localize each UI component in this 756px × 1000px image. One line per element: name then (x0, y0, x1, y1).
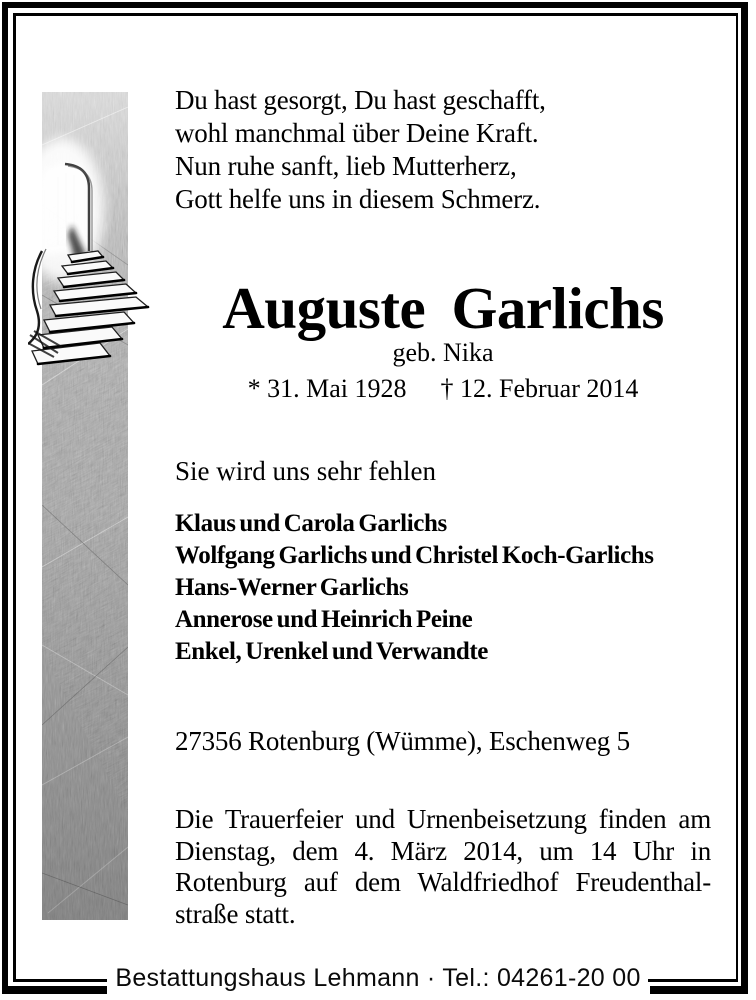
farewell-line: Sie wird uns sehr fehlen (175, 456, 436, 486)
mourners-list (175, 508, 711, 668)
poem-line: Du hast gesorgt, Du hast geschafft, (175, 85, 546, 115)
frame-bottom-thick-right (650, 986, 748, 994)
frame-bottom-thick-left (2, 986, 107, 994)
frame-outer-right (741, 2, 748, 994)
mourner-line: Enkel, Urenkel und Verwandte (175, 638, 488, 665)
funeral-line: straße statt. (175, 898, 296, 929)
mourner-line: Annerose und Heinrich Peine (175, 606, 473, 633)
life-dates (175, 374, 711, 404)
birth-name: geb. Nika (392, 338, 494, 367)
poem-line: Nun ruhe sanft, lieb Mutterherz, (175, 151, 517, 181)
funeral-line: Die Trauerfeier und Urnenbeisetzung finden am (175, 804, 711, 834)
stairway-artwork (28, 85, 158, 927)
address-line: 27356 Rotenburg (Wümme), Eschenweg 5 (175, 726, 630, 756)
mourner-line: Wolfgang Garlichs und Christel Koch-Garlichs (175, 542, 654, 569)
frame-inner-left (13, 13, 16, 981)
funeral-details (175, 804, 711, 930)
frame-bottom-thin-left (13, 979, 107, 982)
poem-line: Gott helfe uns in diesem Schmerz. (175, 184, 541, 214)
frame-inner-right (736, 13, 739, 981)
death-date: † 12. Februar 2014 (440, 374, 639, 403)
funeral-home-footer: Bestattungshaus Lehmann · Tel.: 04261-20 00 (115, 964, 641, 992)
deceased-name: Auguste Garlichs (222, 275, 664, 341)
funeral-line: Dienstag, dem 4. März 2014, um 14 Uhr in (175, 835, 711, 866)
frame-outer-left (2, 2, 8, 994)
funeral-line: Rotenburg auf dem Waldfriedhof Freudenthal- (175, 867, 711, 897)
mourner-line: Hans-Werner Garlichs (175, 574, 409, 601)
frame-inner-top (13, 13, 738, 16)
frame-outer-top (2, 2, 748, 8)
memorial-poem (175, 84, 711, 216)
frame-bottom-thin-right (648, 979, 738, 982)
mourner-line: Klaus und Carola Garlichs (175, 510, 447, 537)
poem-line: wohl manchmal über Deine Kraft. (175, 118, 539, 148)
birth-date: * 31. Mai 1928 (247, 374, 407, 403)
